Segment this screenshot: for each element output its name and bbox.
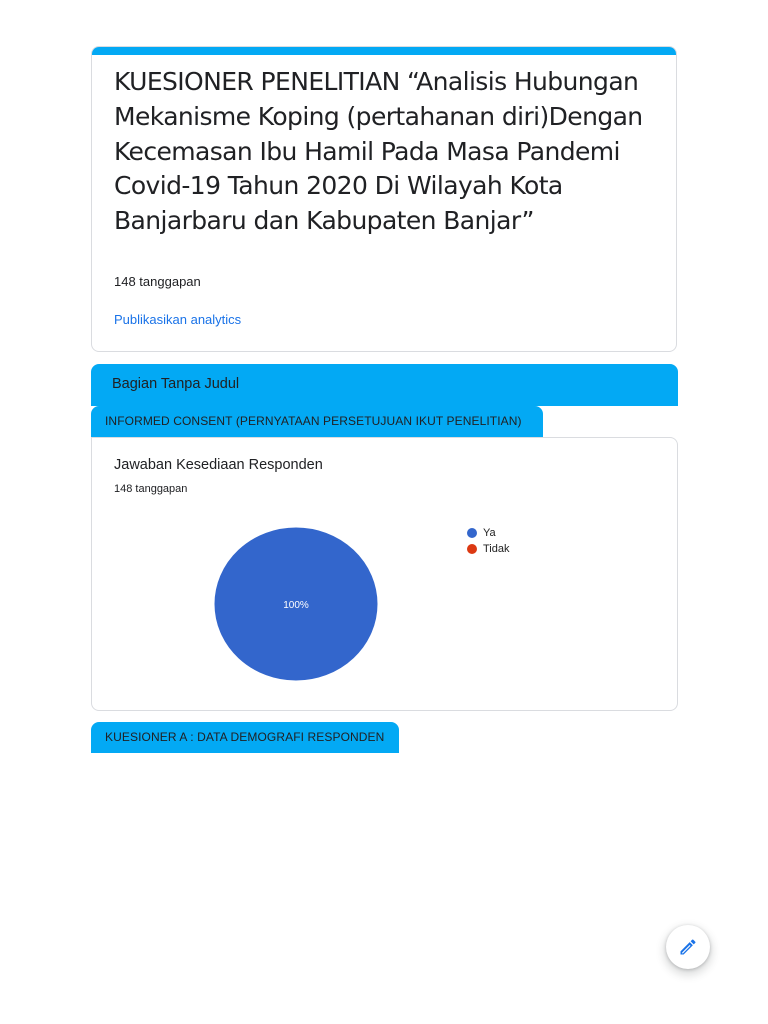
legend-item-tidak	[467, 541, 510, 557]
pie-chart	[92, 438, 677, 710]
question-title: Jawaban Kesediaan Responden	[114, 457, 323, 473]
publish-analytics-link[interactable]: Publikasikan analytics	[114, 312, 242, 327]
accent-stripe	[92, 47, 676, 55]
tab-demographics: KUESIONER A : DATA DEMOGRAFI RESPONDEN	[91, 722, 399, 753]
form-title: KUESIONER PENELITIAN “Analisis Hubungan Mekanisme Koping (pertahanan diri)Dengan Kecemasan Ibu Hamil Pada Masa Pandemi Covid-19 Tahun 2020 Di Wilayah Kota Banjarbaru dan Kabupaten Banjar”	[114, 67, 643, 236]
legend-swatch-tidak	[467, 544, 477, 554]
pencil-icon	[678, 937, 698, 957]
chart-legend	[467, 525, 510, 557]
question-card	[91, 437, 678, 711]
pie-label-ya: 100%	[283, 600, 309, 611]
legend-label-tidak: Tidak	[483, 543, 510, 555]
response-count: 148 tanggapan	[114, 274, 201, 289]
edit-button[interactable]	[666, 925, 710, 969]
tab-informed-consent: INFORMED CONSENT (PERNYATAAN PERSETUJUAN IKUT PENELITIAN)	[91, 406, 543, 437]
section-header	[91, 364, 678, 406]
legend-swatch-ya	[467, 528, 477, 538]
form-title-card	[91, 46, 677, 352]
legend-item-ya	[467, 525, 510, 541]
legend-label-ya: Ya	[483, 527, 496, 539]
question-response-count: 148 tanggapan	[114, 483, 188, 495]
section-title: Bagian Tanpa Judul	[112, 376, 240, 392]
